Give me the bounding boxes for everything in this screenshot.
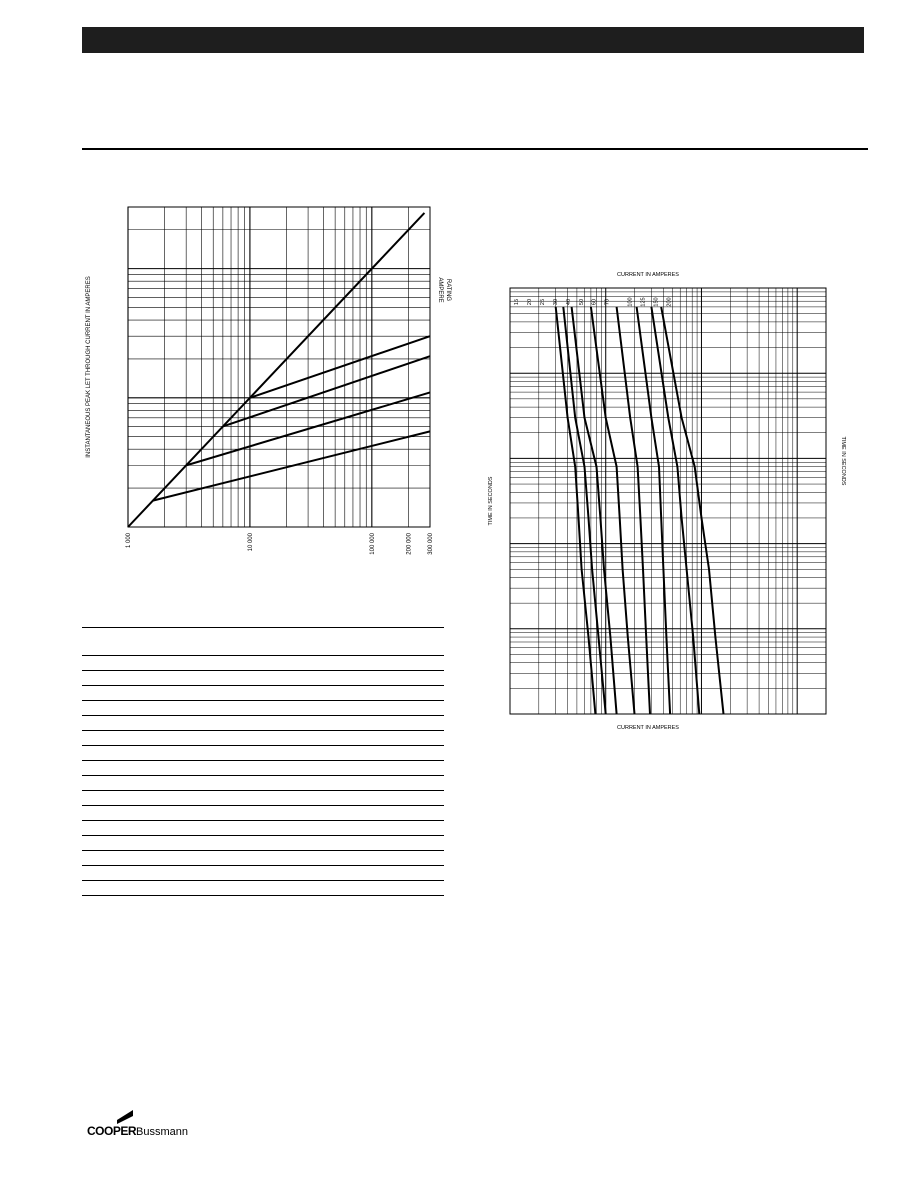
curve-label: 30 <box>552 298 559 306</box>
table-row-rule <box>82 820 444 821</box>
logo-bussmann-text: Bussmann <box>136 1126 188 1138</box>
y-axis-label: INSTANTANEOUS PEAK LET THROUGH CURRENT IN AMPERES <box>86 276 92 458</box>
series-line-0 <box>128 213 424 527</box>
curve-15 <box>556 307 596 714</box>
table-row-rule <box>82 730 444 731</box>
right-label-line: AMPERE <box>437 277 443 303</box>
table-row-rule <box>82 745 444 746</box>
logo-mark-icon <box>117 1108 137 1124</box>
peak-let-through-chart <box>82 190 462 580</box>
table-row-rule <box>82 760 444 761</box>
table-row-rule <box>82 865 444 866</box>
table-row-rule <box>82 895 444 896</box>
table-row-rule <box>82 790 444 791</box>
table-row-rule <box>82 685 444 686</box>
curve-40 <box>591 307 635 714</box>
series-line-1 <box>250 336 430 398</box>
x-tick-label: 100 000 <box>369 533 376 555</box>
curve-label: 15 <box>514 298 520 306</box>
bottom-axis-title: CURRENT IN AMPERES <box>617 725 679 731</box>
table-row-rule <box>82 805 444 806</box>
curve-100 <box>637 307 671 714</box>
curve-label: 20 <box>526 298 533 306</box>
table-row-rule <box>82 775 444 776</box>
top-axis-title: CURRENT IN AMPERES <box>617 272 679 278</box>
cooper-bussmann-logo <box>87 1108 217 1138</box>
curve-label: 70 <box>604 298 611 306</box>
table-row-rule <box>82 715 444 716</box>
header-bar <box>82 27 864 53</box>
header-rule <box>82 148 868 150</box>
x-tick-label: 1 000 <box>126 533 132 549</box>
table-row-rule <box>82 700 444 701</box>
curve-label: 25 <box>539 298 546 306</box>
right-axis-title: TIME IN SECONDS <box>840 436 846 486</box>
x-tick-label: 300 000 <box>428 533 434 555</box>
curve-label: 150 <box>653 297 660 307</box>
table-row-rule <box>82 850 444 851</box>
series-line-2 <box>223 356 430 426</box>
table-row-rule <box>82 670 444 671</box>
curve-label: 100 <box>627 297 634 307</box>
time-current-chart <box>482 268 852 738</box>
table-top-rule <box>82 627 444 628</box>
table-row-rule <box>82 655 444 656</box>
right-label-line: RATING <box>445 278 451 302</box>
curve-label: 50 <box>578 298 585 306</box>
curve-label: 125 <box>640 297 647 307</box>
series-line-4 <box>153 431 430 500</box>
table-row-rule <box>82 835 444 836</box>
logo-cooper-text: COOPER <box>87 1124 137 1138</box>
left-axis-title: TIME IN SECONDS <box>488 476 494 526</box>
curve-label: 200 <box>666 297 673 307</box>
x-tick-label: 200 000 <box>406 533 413 555</box>
table-row-rule <box>82 880 444 881</box>
curve-label: 40 <box>565 298 572 306</box>
x-tick-label: 10 000 <box>247 533 254 552</box>
curve-label: 60 <box>591 298 598 306</box>
